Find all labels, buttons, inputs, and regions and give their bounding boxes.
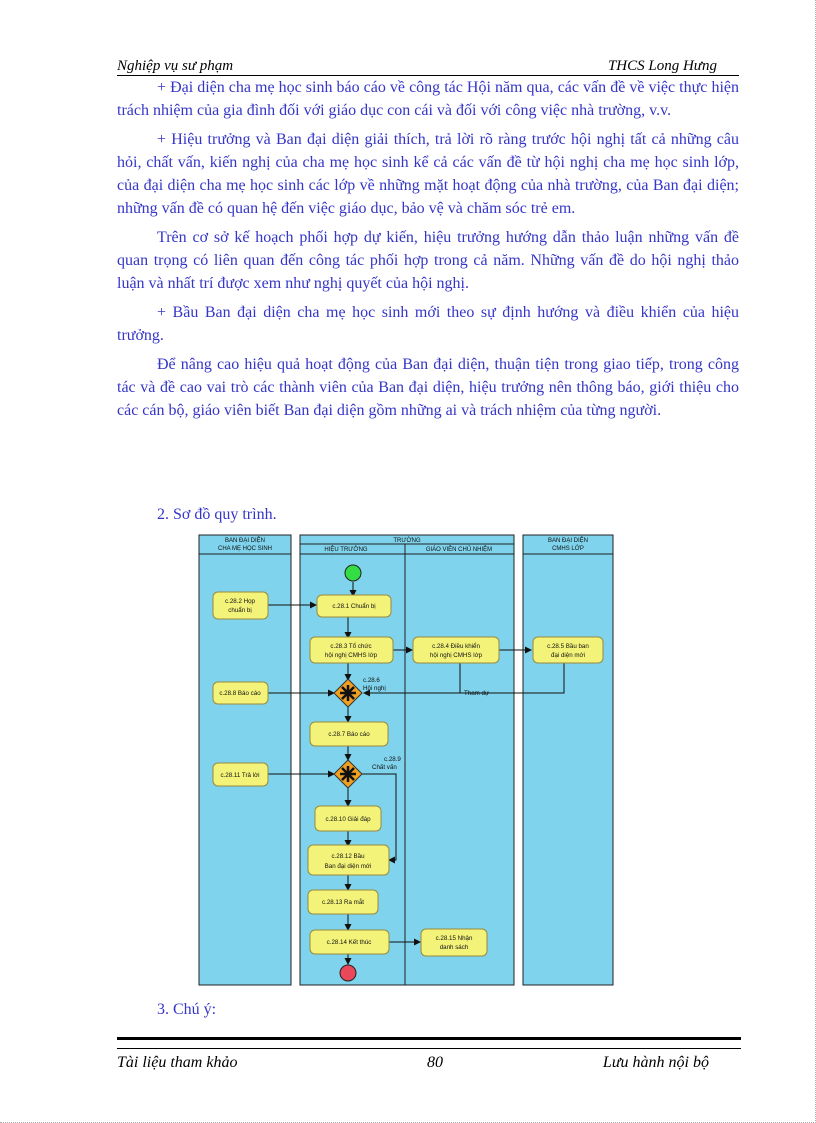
- end-node: [340, 965, 356, 981]
- lane-class-reps-title-1: BAN ĐẠI DIỆN: [547, 538, 589, 544]
- lane-parents-title-2: CHA MẸ HỌC SINH: [217, 546, 273, 552]
- node-c28-7-label: c.28.7 Báo cáo: [328, 731, 370, 738]
- paragraph-2: + Hiệu trưởng và Ban đại diện giải thích, trả lời rõ ràng trước hội nghị tất cả những câu hỏi, chất vấn, kiến nghị của cha mẹ học sinh kể cả các vấn đề từ hội nghị cha mẹ học sinh lớp, của đại diện cha mẹ học sinh các lớp về những mặt hoạt động của nhà trường, của Ban đại diện; những vấn đề có quan hệ đến việc giáo dục, bảo vệ và chăm sóc trẻ em.: [117, 131, 739, 217]
- node-c28-2-line2: chuẩn bị: [228, 607, 252, 614]
- lane-class-reps: [523, 535, 613, 985]
- node-c28-5-line1: c.28.5 Bầu ban: [547, 643, 589, 650]
- edge-label-attend: Tham dự: [464, 690, 490, 697]
- paragraph-5: Để nâng cao hiệu quả hoạt động của Ban đại diện, thuận tiện trong giao tiếp, trong công tác và đề cao vai trò các thành viên của Ban đại diện, hiệu trưởng nên thông báo, giới thiệu cho các cán bộ, giáo viên biết Ban đại diện gồm những ai và trách nhiệm của từng người.: [117, 356, 739, 419]
- footer-left: Tài liệu tham khảo: [117, 1054, 238, 1071]
- footer-right: Lưu hành nội bộ: [602, 1054, 709, 1071]
- gateway-c28-6-line2: Hội nghị: [363, 685, 386, 692]
- node-c28-13-label: c.28.13 Ra mắt: [322, 899, 364, 906]
- node-c28-3-line1: c.28.3 Tổ chức: [330, 643, 372, 650]
- node-c28-3-line2: hội nghị CMHS lớp: [324, 652, 378, 659]
- header-right: THCS Long Hưng: [607, 58, 717, 74]
- lane-principal-title: HIỆU TRƯỞNG: [324, 547, 368, 553]
- node-c28-4-line1: c.28.4 Điều khiển: [432, 643, 480, 650]
- gateway-c28-9-line1: c.28.9: [384, 756, 401, 763]
- node-c28-4-line2: hội nghị CMHS lớp: [429, 652, 483, 659]
- node-c28-5: [533, 637, 603, 663]
- node-c28-4: [413, 637, 499, 663]
- page-header: [117, 58, 739, 78]
- paragraph-3: Trên cơ sở kế hoạch phối hợp dự kiến, hiệu trưởng hướng dẫn thảo luận những vấn đề quan trọng có liên quan đến công tác phối hợp trong cả năm. Những vấn đề do hội nghị thảo luận và nhất trí được xem như nghị quyết của hội nghị.: [117, 229, 739, 292]
- node-c28-15: [421, 929, 487, 956]
- process-diagram: [196, 532, 616, 988]
- node-c28-12-line1: c.28.12 Bầu: [331, 853, 365, 860]
- section-3-heading: 3. Chú ý:: [157, 1001, 217, 1018]
- lane-school-title: TRƯỜNG: [393, 538, 421, 544]
- start-node: [345, 565, 361, 581]
- node-c28-15-line1: c.28.15 Nhận: [435, 935, 473, 942]
- footer-rule: [117, 1037, 741, 1049]
- node-c28-14-label: c.28.14 Kết thúc: [326, 939, 372, 946]
- node-c28-1-label: c.28.1 Chuẩn bị: [332, 603, 376, 610]
- node-c28-8-label: c.28.8 Báo cáo: [219, 690, 261, 697]
- lane-teacher-title: GIÁO VIÊN CHỦ NHIỆM: [425, 547, 493, 553]
- section-2-heading: 2. Sơ đồ quy trình.: [157, 506, 277, 523]
- paragraph-4: + Bầu Ban đại diện cha mẹ học sinh mới theo sự định hướng và điều khiển của hiệu trưởng.: [117, 304, 739, 344]
- node-c28-12: [308, 845, 389, 875]
- page-number: 80: [427, 1054, 443, 1071]
- node-c28-12-line2: Ban đại diện mới: [324, 863, 372, 870]
- node-c28-2: [213, 592, 268, 619]
- node-c28-10-label: c.28.10 Giải đáp: [325, 816, 371, 823]
- gateway-c28-9-line2: Chất vấn: [372, 764, 397, 771]
- header-left: Nghiệp vụ sư phạm: [117, 58, 234, 74]
- gateway-c28-6-line1: c.28.6: [363, 677, 380, 684]
- body-text: [117, 76, 739, 428]
- lane-class-reps-title-2: CMHS LỚP: [552, 546, 584, 552]
- lane-parents-title-1: BAN ĐẠI DIỆN: [224, 538, 266, 544]
- node-c28-11-label: c.28.11 Trả lời: [220, 772, 260, 779]
- node-c28-15-line2: danh sách: [439, 944, 469, 951]
- node-c28-5-line2: đại diện mới: [551, 652, 585, 659]
- node-c28-3: [310, 637, 393, 663]
- paragraph-1: + Đại diện cha mẹ học sinh báo cáo về công tác Hội năm qua, các vấn đề về việc thực hiện trách nhiệm của gia đình đối với giáo dục con cái và đối với công việc nhà trường, v.v.: [117, 79, 739, 119]
- node-c28-2-line1: c.28.2 Họp: [225, 598, 255, 605]
